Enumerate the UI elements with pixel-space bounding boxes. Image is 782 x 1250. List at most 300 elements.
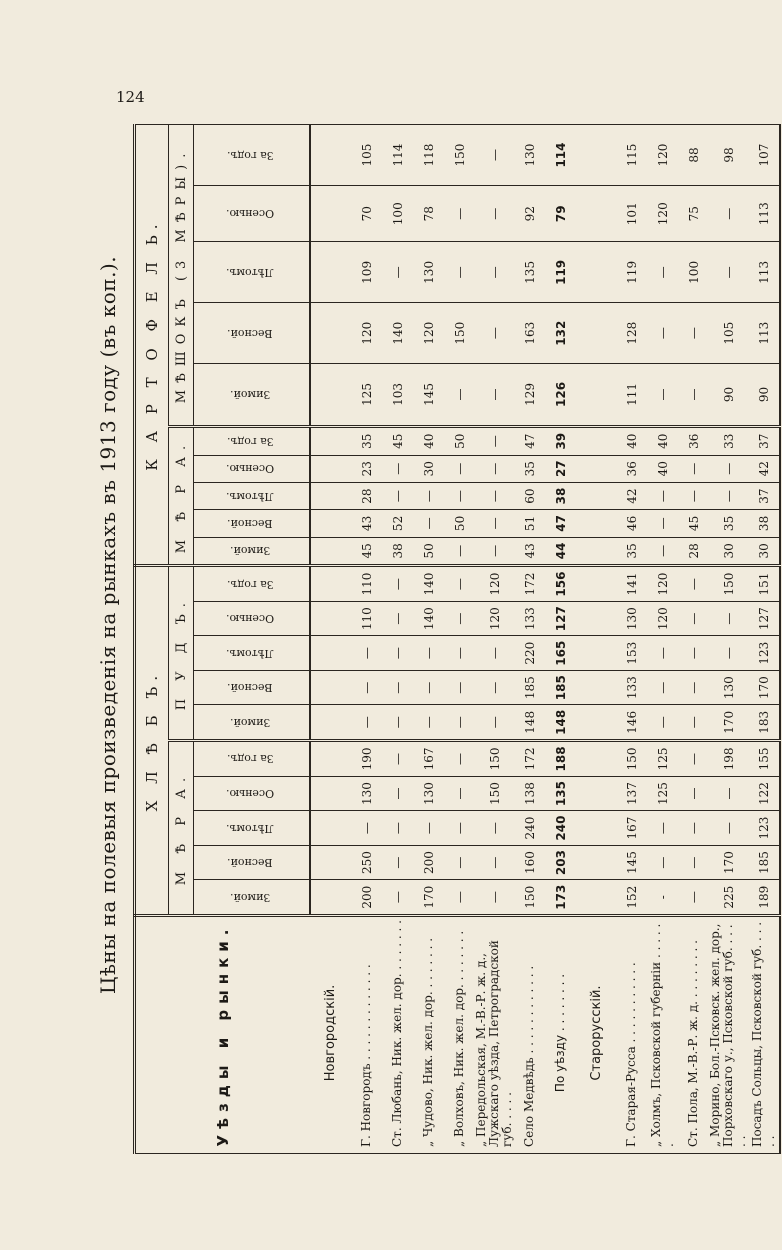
empty-cell bbox=[310, 303, 351, 364]
empty-cell bbox=[576, 670, 616, 705]
price-cell: — bbox=[475, 670, 514, 705]
price-cell: 160 bbox=[514, 845, 545, 880]
section-row bbox=[576, 125, 616, 1154]
total-row bbox=[545, 125, 576, 1154]
section-label: Старорусскій. bbox=[576, 916, 616, 1154]
price-cell: — bbox=[678, 670, 709, 705]
empty-cell bbox=[576, 455, 616, 482]
price-cell: — bbox=[382, 845, 413, 880]
price-cell: 153 bbox=[616, 636, 647, 671]
empty-cell bbox=[310, 537, 351, 566]
price-cell: 130 bbox=[616, 601, 647, 636]
price-cell: — bbox=[444, 741, 475, 777]
empty-cell bbox=[576, 426, 616, 455]
table-row bbox=[382, 125, 413, 1154]
price-cell: 140 bbox=[413, 601, 444, 636]
price-cell: 35 bbox=[616, 537, 647, 566]
price-cell: 109 bbox=[351, 242, 382, 303]
price-cell: 36 bbox=[616, 455, 647, 482]
price-cell: 170 bbox=[709, 845, 748, 880]
price-cell: 190 bbox=[351, 741, 382, 777]
price-cell: 52 bbox=[382, 510, 413, 537]
price-cell: 120 bbox=[475, 601, 514, 636]
price-cell: 128 bbox=[616, 303, 647, 364]
price-cell: 148 bbox=[545, 705, 576, 741]
column-header-label: За годъ. bbox=[226, 434, 274, 448]
column-header-label: Весной. bbox=[227, 516, 273, 530]
price-cell: 125 bbox=[647, 741, 678, 777]
price-cell: — bbox=[444, 845, 475, 880]
price-cell: 113 bbox=[748, 242, 780, 303]
price-cell: — bbox=[444, 705, 475, 741]
market-name: Ст. Пола, М.-В.-Р. ж. д. . . . . . . . . bbox=[678, 916, 709, 1154]
price-cell: 125 bbox=[647, 776, 678, 811]
column-header-season bbox=[194, 636, 311, 671]
column-header-season bbox=[194, 364, 311, 427]
price-cell: — bbox=[709, 776, 748, 811]
section-row bbox=[310, 125, 351, 1154]
price-cell: 28 bbox=[678, 537, 709, 566]
empty-cell bbox=[310, 845, 351, 880]
price-cell: — bbox=[678, 303, 709, 364]
price-cell: 152 bbox=[616, 880, 647, 916]
price-cell: 150 bbox=[709, 566, 748, 602]
price-cell: — bbox=[475, 455, 514, 482]
price-cell: 130 bbox=[351, 776, 382, 811]
price-cell: 125 bbox=[351, 364, 382, 427]
price-cell: 145 bbox=[413, 364, 444, 427]
price-cell: 129 bbox=[514, 364, 545, 427]
price-cell: 172 bbox=[514, 566, 545, 602]
price-cell: — bbox=[444, 776, 475, 811]
empty-cell bbox=[576, 186, 616, 242]
price-cell: 240 bbox=[545, 811, 576, 846]
price-cell: 115 bbox=[616, 125, 647, 186]
subgroup-header-khleb-mera: М Ѣ Р А. bbox=[169, 741, 194, 916]
price-cell: — bbox=[382, 601, 413, 636]
market-name: Ст. Любань, Ник. жел. дор. . . . . . . . bbox=[382, 916, 413, 1154]
price-cell: 43 bbox=[514, 537, 545, 566]
price-cell: 37 bbox=[748, 482, 780, 509]
price-cell: 105 bbox=[351, 125, 382, 186]
price-cell: 150 bbox=[616, 741, 647, 777]
price-cell: 90 bbox=[709, 364, 748, 427]
column-header-label: Весной. bbox=[227, 681, 273, 695]
price-cell: 118 bbox=[413, 125, 444, 186]
price-cell: 40 bbox=[647, 455, 678, 482]
price-cell: 113 bbox=[748, 303, 780, 364]
price-cell: — bbox=[709, 601, 748, 636]
price-cell: — bbox=[647, 537, 678, 566]
price-cell: 35 bbox=[514, 455, 545, 482]
price-cell: 203 bbox=[545, 845, 576, 880]
price-cell: 240 bbox=[514, 811, 545, 846]
page-number: 124 bbox=[116, 88, 145, 106]
price-cell: — bbox=[413, 510, 444, 537]
price-cell: 98 bbox=[709, 125, 748, 186]
empty-cell bbox=[576, 303, 616, 364]
empty-cell bbox=[576, 636, 616, 671]
price-cell: — bbox=[382, 242, 413, 303]
table-row bbox=[748, 125, 780, 1154]
price-cell: 27 bbox=[545, 455, 576, 482]
column-header-season bbox=[194, 741, 311, 777]
empty-cell bbox=[576, 811, 616, 846]
empty-cell bbox=[576, 537, 616, 566]
price-cell: — bbox=[382, 880, 413, 916]
row-header: Уѣзды и рынки. bbox=[135, 916, 311, 1154]
column-header-label: Осенью. bbox=[225, 207, 275, 221]
price-cell: 150 bbox=[444, 125, 475, 186]
price-cell: — bbox=[382, 482, 413, 509]
price-cell: 46 bbox=[616, 510, 647, 537]
empty-cell bbox=[576, 776, 616, 811]
column-header-label: Зимой. bbox=[229, 544, 271, 558]
market-name: „ Чудово, Ник. жел. дор. . . . . . . . bbox=[413, 916, 444, 1154]
table-row bbox=[475, 125, 514, 1154]
price-cell: 148 bbox=[514, 705, 545, 741]
empty-cell bbox=[310, 776, 351, 811]
price-cell: 92 bbox=[514, 186, 545, 242]
price-cell: — bbox=[647, 636, 678, 671]
price-cell: 140 bbox=[382, 303, 413, 364]
price-cell: — bbox=[647, 303, 678, 364]
column-header-label: Зимой. bbox=[229, 715, 271, 729]
column-header-season bbox=[194, 186, 311, 242]
price-cell: — bbox=[475, 482, 514, 509]
price-cell: 120 bbox=[647, 186, 678, 242]
price-cell: — bbox=[475, 303, 514, 364]
price-cell: 28 bbox=[351, 482, 382, 509]
table-title: Цѣны на полевыя произведенія на рынкахъ въ 1913 году (въ коп.). bbox=[96, 255, 120, 995]
price-cell: 120 bbox=[647, 566, 678, 602]
empty-cell bbox=[576, 242, 616, 303]
price-cell: 110 bbox=[351, 566, 382, 602]
price-cell: 165 bbox=[545, 636, 576, 671]
market-name: „ Передольская, М.-В.-Р. ж. д., Лужскаго уѣзда, Петроградской губ. . . . . bbox=[475, 916, 514, 1154]
market-name: Село Медвѣдь . . . . . . . . . . . . bbox=[514, 916, 545, 1154]
price-cell: — bbox=[413, 705, 444, 741]
price-cell: 130 bbox=[514, 125, 545, 186]
price-cell: 126 bbox=[545, 364, 576, 427]
table-row bbox=[616, 125, 647, 1154]
price-cell: 170 bbox=[413, 880, 444, 916]
price-cell: 141 bbox=[616, 566, 647, 602]
market-name: „ Волховъ, Ник. жел. дор. . . . . . . . bbox=[444, 916, 475, 1154]
column-header-season bbox=[194, 670, 311, 705]
market-name: Г. Старая-Русса . . . . . . . . . . . bbox=[616, 916, 647, 1154]
price-cell: — bbox=[444, 670, 475, 705]
price-cell: — bbox=[351, 670, 382, 705]
price-cell: 130 bbox=[413, 776, 444, 811]
price-cell: 198 bbox=[709, 741, 748, 777]
price-cell: — bbox=[678, 880, 709, 916]
price-cell: — bbox=[647, 242, 678, 303]
price-cell: — bbox=[709, 186, 748, 242]
column-header-label: Зимой. bbox=[229, 387, 271, 401]
price-cell: 40 bbox=[616, 426, 647, 455]
price-cell: 150 bbox=[444, 303, 475, 364]
price-cell: 123 bbox=[748, 636, 780, 671]
price-cell: — bbox=[647, 705, 678, 741]
price-cell: 35 bbox=[709, 510, 748, 537]
empty-cell bbox=[310, 482, 351, 509]
price-cell: 185 bbox=[514, 670, 545, 705]
price-cell: 123 bbox=[748, 811, 780, 846]
group-header-kartofel: К А Р Т О Ф Е Л Ь. bbox=[135, 125, 169, 566]
empty-cell bbox=[576, 741, 616, 777]
price-cell: 250 bbox=[351, 845, 382, 880]
price-cell: 70 bbox=[351, 186, 382, 242]
price-cell: — bbox=[444, 455, 475, 482]
price-cell: 163 bbox=[514, 303, 545, 364]
market-name: Посадъ Сольцы, Псковской губ. . . . . . bbox=[748, 916, 780, 1154]
price-cell: 30 bbox=[709, 537, 748, 566]
price-cell: — bbox=[678, 566, 709, 602]
price-cell: 51 bbox=[514, 510, 545, 537]
section-label: Новгородскій. bbox=[310, 916, 351, 1154]
price-cell: 44 bbox=[545, 537, 576, 566]
price-cell: 119 bbox=[545, 242, 576, 303]
price-cell: 132 bbox=[545, 303, 576, 364]
empty-cell bbox=[310, 705, 351, 741]
price-cell: 105 bbox=[709, 303, 748, 364]
price-cell: — bbox=[678, 455, 709, 482]
table-row bbox=[351, 125, 382, 1154]
column-header-label: Весной. bbox=[227, 326, 273, 340]
column-header-season bbox=[194, 566, 311, 602]
price-cell: — bbox=[413, 636, 444, 671]
price-cell: — bbox=[475, 636, 514, 671]
column-header-label: Весной. bbox=[227, 856, 273, 870]
price-cell: 167 bbox=[413, 741, 444, 777]
price-cell: 45 bbox=[382, 426, 413, 455]
price-cell: 120 bbox=[351, 303, 382, 364]
price-cell: 40 bbox=[413, 426, 444, 455]
price-cell: — bbox=[709, 242, 748, 303]
price-cell: 133 bbox=[616, 670, 647, 705]
market-name: „ Холмъ, Псковской губерніи . . . . . . bbox=[647, 916, 678, 1154]
price-cell: 60 bbox=[514, 482, 545, 509]
empty-cell bbox=[576, 705, 616, 741]
price-cell: 79 bbox=[545, 186, 576, 242]
price-cell: 135 bbox=[514, 242, 545, 303]
price-cell: — bbox=[678, 364, 709, 427]
column-header-season bbox=[194, 537, 311, 566]
price-cell: 138 bbox=[514, 776, 545, 811]
price-cell: — bbox=[475, 811, 514, 846]
price-cell: 75 bbox=[678, 186, 709, 242]
price-cell: 47 bbox=[514, 426, 545, 455]
price-cell: — bbox=[382, 636, 413, 671]
column-header-label: Лѣтомъ. bbox=[226, 646, 274, 660]
price-cell: — bbox=[475, 426, 514, 455]
price-cell: 100 bbox=[382, 186, 413, 242]
price-cell: — bbox=[475, 880, 514, 916]
price-cell: — bbox=[678, 741, 709, 777]
empty-cell bbox=[310, 601, 351, 636]
price-cell: — bbox=[678, 601, 709, 636]
column-header-season bbox=[194, 811, 311, 846]
price-cell: 122 bbox=[748, 776, 780, 811]
price-cell: 50 bbox=[444, 510, 475, 537]
price-cell: — bbox=[709, 636, 748, 671]
price-cell: 120 bbox=[647, 601, 678, 636]
subgroup-header-kartofel-meshok: МѢШОКЪ (3 МѢРЫ). bbox=[169, 125, 194, 427]
price-cell: 185 bbox=[545, 670, 576, 705]
price-cell: 45 bbox=[351, 537, 382, 566]
price-cell: — bbox=[351, 636, 382, 671]
price-cell: 38 bbox=[748, 510, 780, 537]
price-cell: — bbox=[709, 455, 748, 482]
price-cell: 188 bbox=[545, 741, 576, 777]
price-cell: 200 bbox=[413, 845, 444, 880]
column-header-season bbox=[194, 125, 311, 186]
column-header-label: Лѣтомъ. bbox=[226, 821, 274, 835]
empty-cell bbox=[576, 845, 616, 880]
price-cell: — bbox=[351, 811, 382, 846]
price-cell: 220 bbox=[514, 636, 545, 671]
column-header-season bbox=[194, 845, 311, 880]
price-cell: 150 bbox=[514, 880, 545, 916]
price-cell: — bbox=[444, 636, 475, 671]
price-cell: 130 bbox=[413, 242, 444, 303]
price-cell: — bbox=[382, 705, 413, 741]
price-cell: 90 bbox=[748, 364, 780, 427]
prices-table bbox=[133, 124, 781, 1154]
price-cell: 33 bbox=[709, 426, 748, 455]
price-cell: 127 bbox=[545, 601, 576, 636]
price-cell: 107 bbox=[748, 125, 780, 186]
market-name: „ Морино, Бол.-Псковск. жел. дор., Порховскаго у., Псковской губ. . . . . . bbox=[709, 916, 748, 1154]
price-cell: 47 bbox=[545, 510, 576, 537]
price-cell: — bbox=[444, 880, 475, 916]
price-cell: 183 bbox=[748, 705, 780, 741]
price-cell: 119 bbox=[616, 242, 647, 303]
price-cell: — bbox=[709, 482, 748, 509]
column-header-season bbox=[194, 482, 311, 509]
price-cell: 35 bbox=[351, 426, 382, 455]
price-cell: — bbox=[444, 601, 475, 636]
empty-cell bbox=[310, 741, 351, 777]
price-cell: — bbox=[444, 811, 475, 846]
price-cell: 110 bbox=[351, 601, 382, 636]
price-cell: 172 bbox=[514, 741, 545, 777]
price-cell: — bbox=[413, 670, 444, 705]
price-cell: 42 bbox=[748, 455, 780, 482]
price-cell: — bbox=[678, 705, 709, 741]
price-cell: 23 bbox=[351, 455, 382, 482]
price-cell: 151 bbox=[748, 566, 780, 602]
price-cell: 50 bbox=[413, 537, 444, 566]
price-cell: 50 bbox=[444, 426, 475, 455]
price-cell: — bbox=[678, 845, 709, 880]
empty-cell bbox=[310, 426, 351, 455]
column-header-season bbox=[194, 601, 311, 636]
price-cell: 120 bbox=[475, 566, 514, 602]
price-cell: 225 bbox=[709, 880, 748, 916]
price-cell: — bbox=[647, 482, 678, 509]
price-cell: 140 bbox=[413, 566, 444, 602]
price-cell: 42 bbox=[616, 482, 647, 509]
price-cell: — bbox=[444, 364, 475, 427]
price-cell: 40 bbox=[647, 426, 678, 455]
price-cell: 137 bbox=[616, 776, 647, 811]
price-cell: — bbox=[382, 776, 413, 811]
empty-cell bbox=[310, 636, 351, 671]
column-header-label: За годъ. bbox=[226, 148, 274, 162]
price-cell: — bbox=[475, 125, 514, 186]
empty-cell bbox=[576, 601, 616, 636]
empty-cell bbox=[310, 510, 351, 537]
price-cell: — bbox=[475, 510, 514, 537]
price-cell: — bbox=[475, 537, 514, 566]
price-cell: — bbox=[475, 242, 514, 303]
price-cell: 185 bbox=[748, 845, 780, 880]
empty-cell bbox=[310, 364, 351, 427]
price-cell: — bbox=[444, 537, 475, 566]
price-cell: — bbox=[647, 811, 678, 846]
group-header-khleb: Х Л Ѣ Б Ъ. bbox=[135, 566, 169, 916]
price-cell: 88 bbox=[678, 125, 709, 186]
price-cell: 111 bbox=[616, 364, 647, 427]
price-cell: — bbox=[678, 776, 709, 811]
price-cell: — bbox=[413, 482, 444, 509]
price-cell: — bbox=[678, 482, 709, 509]
price-cell: - bbox=[647, 880, 678, 916]
price-cell: — bbox=[475, 186, 514, 242]
subgroup-header-kartofel-mera: М Ѣ Р А. bbox=[169, 426, 194, 565]
column-header-label: Лѣтомъ. bbox=[226, 489, 274, 503]
price-cell: 170 bbox=[709, 705, 748, 741]
price-cell: 135 bbox=[545, 776, 576, 811]
column-header-season bbox=[194, 303, 311, 364]
subgroup-header-khleb-pud: П У Д Ъ. bbox=[169, 566, 194, 741]
column-header-label: Осенью. bbox=[225, 612, 275, 626]
column-header-season bbox=[194, 776, 311, 811]
price-cell: 173 bbox=[545, 880, 576, 916]
price-cell: 150 bbox=[475, 776, 514, 811]
price-cell: 114 bbox=[382, 125, 413, 186]
price-cell: — bbox=[444, 186, 475, 242]
price-cell: — bbox=[709, 811, 748, 846]
market-name: Г. Новгородъ . . . . . . . . . . . . . bbox=[351, 916, 382, 1154]
price-cell: 43 bbox=[351, 510, 382, 537]
price-cell: — bbox=[475, 845, 514, 880]
empty-cell bbox=[576, 364, 616, 427]
price-cell: — bbox=[382, 670, 413, 705]
price-cell: — bbox=[382, 566, 413, 602]
table-row bbox=[647, 125, 678, 1154]
column-header-season bbox=[194, 510, 311, 537]
price-cell: 120 bbox=[413, 303, 444, 364]
price-cell: 45 bbox=[678, 510, 709, 537]
price-cell: 130 bbox=[709, 670, 748, 705]
column-header-label: Осенью. bbox=[225, 787, 275, 801]
empty-cell bbox=[576, 482, 616, 509]
price-cell: — bbox=[382, 455, 413, 482]
column-header-season bbox=[194, 455, 311, 482]
column-header-season bbox=[194, 705, 311, 741]
table-row bbox=[678, 125, 709, 1154]
price-cell: — bbox=[475, 705, 514, 741]
column-header-season bbox=[194, 880, 311, 916]
price-cell: 156 bbox=[545, 566, 576, 602]
price-cell: 100 bbox=[678, 242, 709, 303]
price-cell: — bbox=[444, 242, 475, 303]
price-cell: 39 bbox=[545, 426, 576, 455]
price-cell: 120 bbox=[647, 125, 678, 186]
